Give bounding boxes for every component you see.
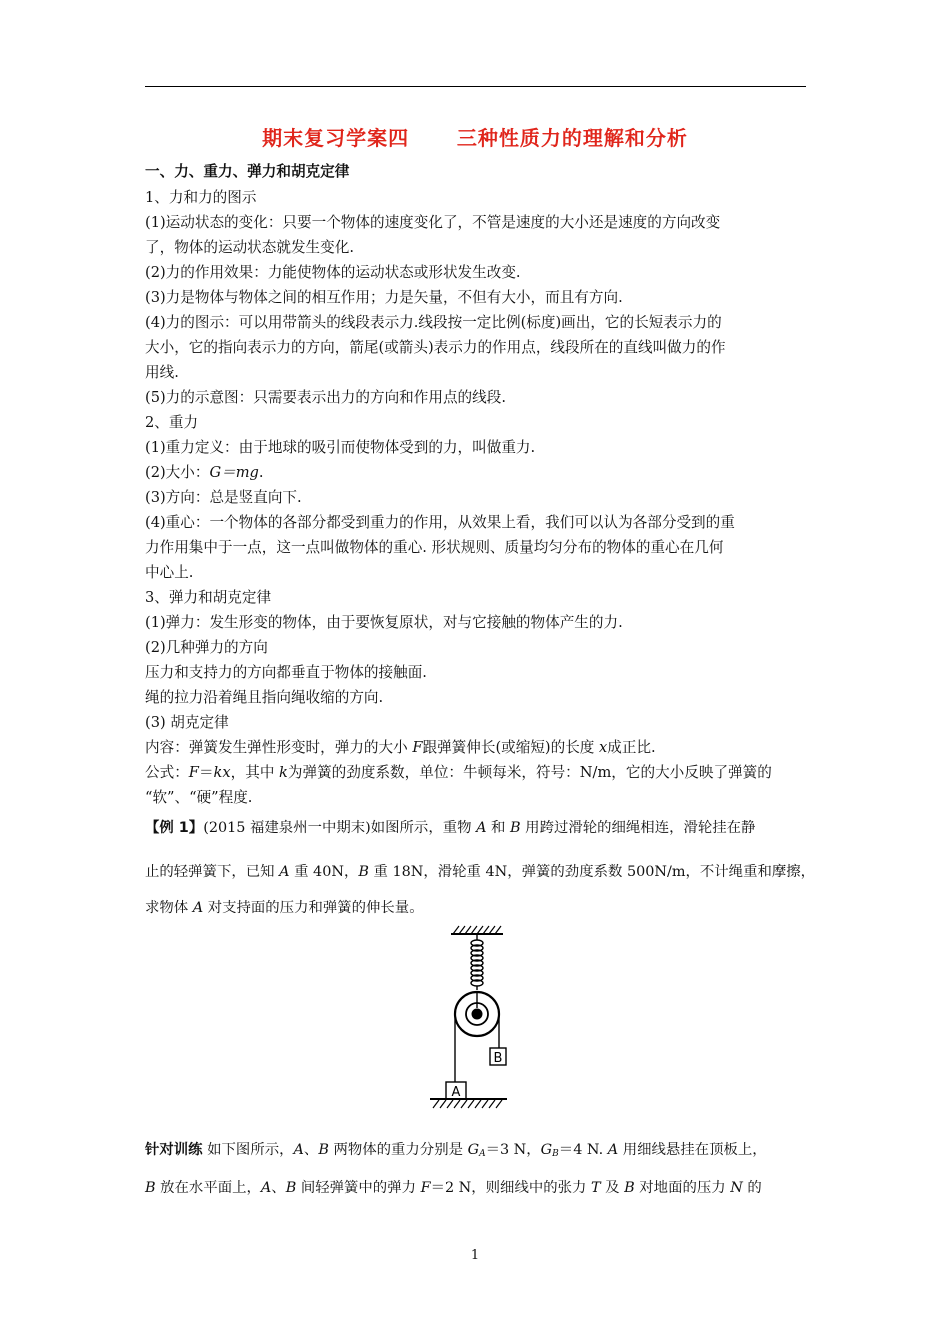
paragraph-line: (5)力的示意图：只需要表示出力的方向和作用点的线段. [145, 389, 506, 406]
paragraph-line: 力作用集中于一点，这一点叫做物体的重心. 形状规则、质量均匀分布的物体的重心在几何 [145, 539, 724, 556]
text-run: (2)大小： [145, 464, 210, 481]
symbol: k [279, 764, 288, 781]
symbol: A [607, 1142, 619, 1158]
symbol: A [260, 1180, 272, 1196]
text-run: 重 18N，滑轮重 4N，弹簧的劲度系数 500N/m，不计绳重和摩擦， [368, 864, 816, 880]
block-b-label: B [493, 1051, 503, 1066]
text-run: 间轻弹簧中的弹力 [296, 1180, 421, 1196]
section-heading: 一、力、重力、弹力和胡克定律 [145, 163, 350, 180]
text-run: ，其中 [230, 764, 280, 781]
symbol: A [192, 900, 204, 916]
ground [430, 1099, 507, 1108]
pulley [455, 992, 499, 1036]
symbol: N [730, 1180, 743, 1196]
block-a [446, 1082, 466, 1100]
paragraph-line: 压力和支持力的方向都垂直于物体的接触面. [145, 664, 427, 681]
text-run: ＝2 N，则细线中的张力 [430, 1180, 591, 1196]
text-run: 的 [742, 1180, 762, 1196]
symbol: B [358, 864, 369, 880]
training-tag: 针对训练 [145, 1142, 203, 1158]
text-run: 内容：弹簧发生弹性形变时，弹力的大小 [145, 739, 413, 756]
text-run: 两物体的重力分别是 [328, 1142, 468, 1158]
paragraph-line: (2)几种弹力的方向 [145, 639, 268, 656]
paragraph-line: 用线. [145, 364, 179, 381]
text-run: 如下图所示， [202, 1142, 294, 1158]
symbol: B [145, 1180, 156, 1196]
text-run: 重 40N， [289, 864, 359, 880]
paragraph-line: (3)力是物体与物体之间的相互作用；力是矢量，不但有大小，而且有方向. [145, 289, 623, 306]
paragraph-line: 绳的拉力沿着绳且指向绳收缩的方向. [145, 689, 384, 706]
subscript: A [479, 1149, 486, 1159]
text-run: ＝4 N. [558, 1142, 608, 1158]
symbol: x [599, 739, 608, 756]
page-number: 1 [470, 1248, 480, 1263]
symbol: T [590, 1180, 601, 1196]
paragraph-line [145, 738, 656, 758]
example-line [145, 862, 815, 882]
paragraph-line [145, 463, 264, 483]
ceiling [451, 926, 503, 934]
example-tag: 【例 1】 [145, 820, 204, 836]
text-run: 用跨过滑轮的细绳相连，滑轮挂在静 [520, 820, 756, 836]
text-run: 放在水平面上， [155, 1180, 261, 1196]
paragraph-line: (1)运动状态的变化：只要一个物体的速度变化了，不管是速度的大小还是速度的方向改变 [145, 214, 721, 231]
block-a-label: A [451, 1085, 461, 1100]
subheading-gravity: 2、重力 [145, 414, 199, 431]
text-run: 成正比. [607, 739, 656, 756]
paragraph-line: (2)力的作用效果：力能使物体的运动状态或形状发生改变. [145, 264, 521, 281]
pulley-spring-diagram [425, 922, 525, 1112]
symbol: G [467, 1142, 480, 1158]
paragraph-line: (3) 胡克定律 [145, 714, 229, 731]
paragraph-line: (1)重力定义：由于地球的吸引而使物体受到的力，叫做重力. [145, 439, 536, 456]
paragraph-line: (1)弹力：发生形变的物体，由于要恢复原状，对与它接触的物体产生的力. [145, 614, 623, 631]
header-rule [145, 86, 806, 87]
example-line [145, 898, 424, 918]
symbol: B [285, 1180, 297, 1196]
block-b [490, 1048, 506, 1066]
paragraph-line: 了，物体的运动状态就发生变化. [145, 239, 354, 256]
text-run: 对地面的压力 [634, 1180, 731, 1196]
symbol: F [188, 764, 199, 781]
text-run: 用细线悬挂在顶板上， [618, 1142, 767, 1158]
symbol: B [510, 820, 521, 836]
symbol: G [540, 1142, 553, 1158]
text-run: 和 [486, 820, 511, 836]
training-line [145, 1140, 767, 1164]
spring [471, 934, 483, 990]
text-run: 、 [271, 1180, 286, 1196]
text-run: 及 [600, 1180, 625, 1196]
page-title: 期末复习学案四 三种性质力的理解和分析 [262, 126, 688, 150]
symbol: A [279, 864, 290, 880]
symbol: B [624, 1180, 635, 1196]
text-run: ＝3 N， [485, 1142, 541, 1158]
paragraph-line: “软”、“硬”程度. [145, 789, 253, 806]
symbol: F [420, 1180, 431, 1196]
paragraph-line: (4)力的图示：可以用带箭头的线段表示力.线段按一定比例(标度)画出，它的长短表示力的 [145, 314, 722, 331]
text-run: 为弹簧的劲度系数，单位：牛顿每米，符号：N/m，它的大小反映了弹簧的 [287, 764, 772, 781]
paragraph-line: (3)方向：总是竖直向下. [145, 489, 302, 506]
paragraph-line: 大小，它的指向表示力的方向，箭尾(或箭头)表示力的作用点，线段所在的直线叫做力的作 [145, 339, 726, 356]
text-run: 跟弹簧伸长(或缩短)的长度 [422, 739, 600, 756]
text-run: 、 [303, 1142, 319, 1158]
example-line [145, 818, 755, 838]
symbol: F [412, 739, 423, 756]
subscript: B [552, 1149, 559, 1159]
text-run: 求物体 [145, 900, 193, 916]
paragraph-line [145, 763, 772, 783]
paragraph-line: (4)重心：一个物体的各部分都受到重力的作用，从效果上看，我们可以认为各部分受到的重 [145, 514, 735, 531]
symbol: B [318, 1142, 329, 1158]
text-run: 对支持面的压力和弹簧的伸长量。 [203, 900, 424, 916]
symbol: A [476, 820, 487, 836]
paragraph-line: 中心上. [145, 564, 194, 581]
subheading-force: 1、力和力的图示 [145, 189, 257, 206]
text-run: 公式： [145, 764, 189, 781]
subheading-elastic: 3、弹力和胡克定律 [145, 589, 272, 606]
text-run: 止的轻弹簧下，已知 [145, 864, 280, 880]
text-run: (2015 福建泉州一中期末)如图所示，重物 [203, 820, 477, 836]
text-run: ＝ [198, 764, 214, 781]
symbol: kx [213, 764, 231, 781]
symbol: A [293, 1142, 304, 1158]
formula: G＝mg [209, 464, 259, 481]
text-run: . [258, 464, 264, 481]
training-line [145, 1178, 762, 1198]
